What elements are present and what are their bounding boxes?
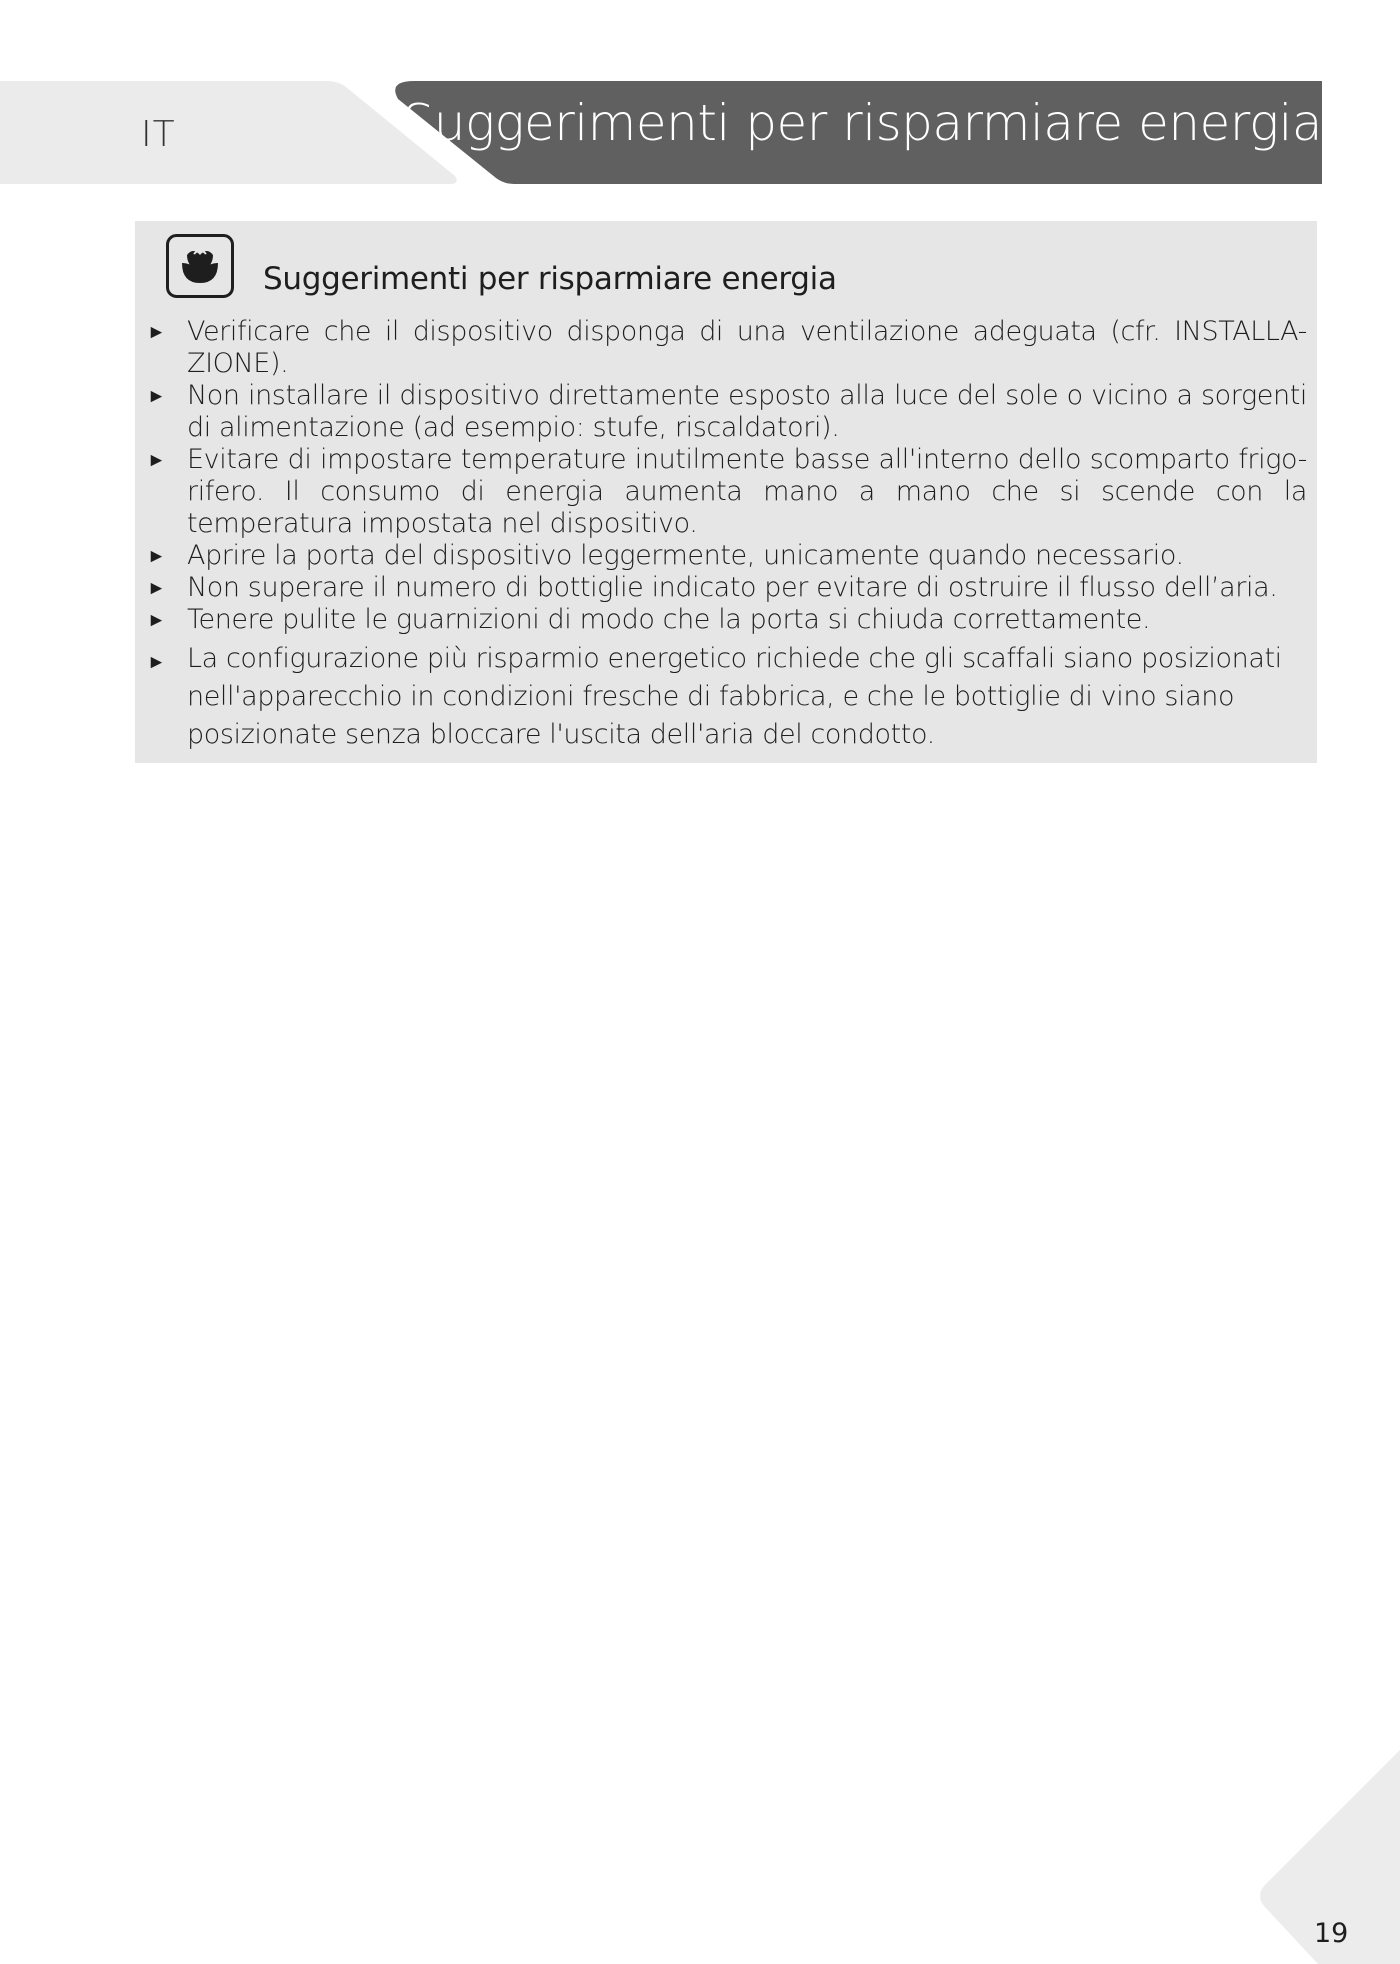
list-item bbox=[145, 572, 1307, 604]
list-item bbox=[145, 540, 1307, 572]
language-tab bbox=[0, 81, 460, 184]
list-item bbox=[145, 604, 1307, 636]
leaf-icon bbox=[165, 233, 235, 299]
tip-text: Aprire la porta del dispositivo leggermente, unicamente quando necessario. bbox=[187, 540, 1184, 571]
bullet-arrow-icon: ► bbox=[147, 577, 166, 599]
list-item bbox=[145, 640, 1307, 754]
list-item bbox=[145, 316, 1307, 380]
bullet-arrow-icon: ► bbox=[147, 609, 166, 631]
bullet-arrow-icon: ► bbox=[147, 545, 166, 567]
bullet-arrow-icon: ► bbox=[147, 385, 166, 407]
energy-tips-box bbox=[135, 221, 1317, 763]
bullet-arrow-icon: ► bbox=[147, 449, 166, 471]
bullet-arrow-icon: ► bbox=[147, 321, 166, 343]
list-item bbox=[145, 444, 1307, 540]
tip-text: La configurazione più risparmio energetico richiede che gli scaffali siano posizionati nell'apparecchio in condizioni fresche di fabbrica, e che le bottiglie di vino siano posizionate senza bloccare l'uscita dell'aria del condotto. bbox=[187, 643, 1282, 750]
tip-text: Non installare il dispositivo direttamente esposto alla luce del sole o vicino a sorgenti di alimentazione (ad esempio: stufe, riscaldatori). bbox=[187, 380, 1307, 443]
page-number: 19 bbox=[1314, 1918, 1349, 1949]
list-item bbox=[145, 380, 1307, 444]
language-code: IT bbox=[141, 114, 176, 155]
tips-list bbox=[145, 316, 1307, 754]
section-heading: Suggerimenti per risparmiare energia bbox=[263, 261, 837, 297]
tip-text: Verificare che il dispositivo disponga di una ventilazione adeguata (cfr. INSTALLA-ZIONE). bbox=[187, 316, 1307, 379]
tip-text: Tenere pulite le guarnizioni di modo che la porta si chiuda correttamente. bbox=[187, 604, 1151, 635]
page-title: Suggerimenti per risparmiare energia bbox=[402, 94, 1322, 152]
bullet-arrow-icon: ► bbox=[147, 651, 166, 673]
tip-text: Evitare di impostare temperature inutilmente basse all'interno dello scomparto frigo-rifero. Il consumo di energia aumenta mano a mano che si scende con la temperatura impostata nel dispositivo. bbox=[187, 444, 1307, 539]
tip-text: Non superare il numero di bottiglie indicato per evitare di ostruire il flusso dell’aria. bbox=[187, 572, 1278, 603]
